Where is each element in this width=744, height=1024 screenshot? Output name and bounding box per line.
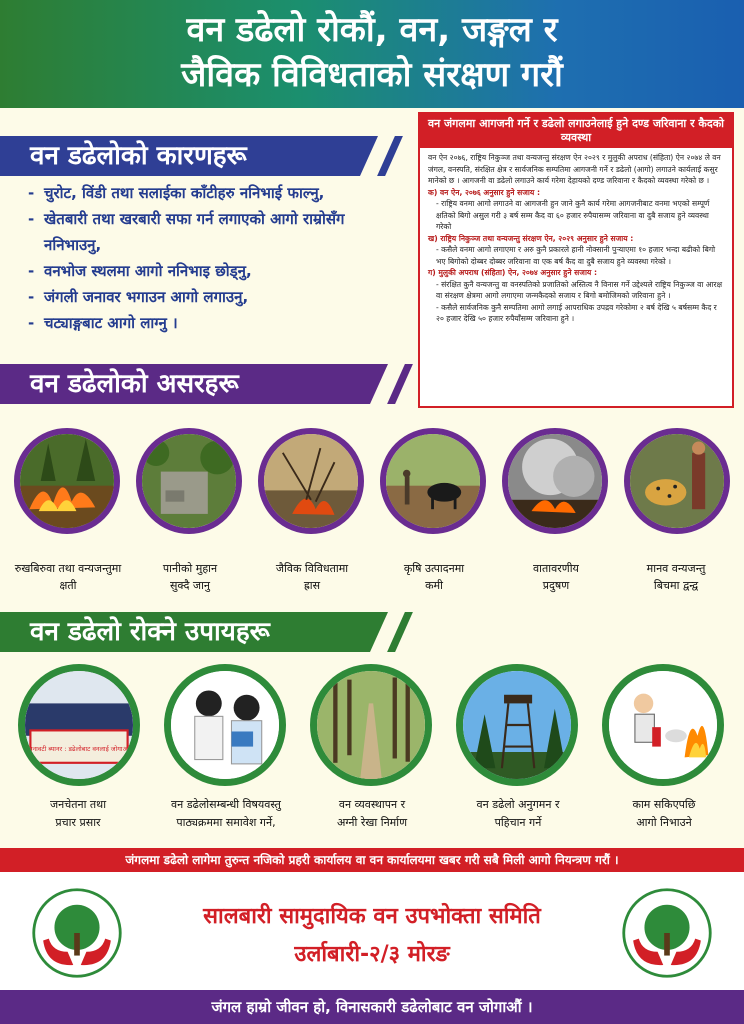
causes-heading <box>0 136 360 176</box>
alert-strip: जंगलमा डढेलो लागेमा तुरुन्त नजिको प्रहरी कार्यालय वा वन कार्यालयमा खबर गरी सबै मिली आगो नियन्त्रण गरौं । <box>0 848 744 872</box>
effect-caption: पानीको मुहान सुक्दै जानु <box>162 562 218 592</box>
solutions-heading <box>0 612 370 652</box>
law-intro: वन ऐन २०७६, राष्ट्रिय निकुञ्ज तथा वन्यजन्तु संरक्षण ऐन २०२९ र मुलुकी अपराध (संहिता) ऐन २०७४ ले वन जंगल, वनस्पति, संरक्षित क्षेत्र र सार्वजनिक सम्पतिमा आगजनी गर्ने र डढेलो (आगो) लगाउने कार्यलाई कसुर मानेको छ । आगजनी वा डढेलो लगाउने कार्य गरेमा देहायको दण्ड जरिवाना र कैदको व्यवस्था गरेको छ । <box>428 153 721 185</box>
cause-item: - चट्याङ्गबाट आगो लाग्नु । <box>26 310 396 336</box>
effect-caption: मानव वन्यजन्तु बिचमा द्वन्द्व <box>646 562 706 592</box>
effect-caption: वातावरणीय प्रदुषण <box>533 562 579 592</box>
organization-address: उर्लाबारी-२/३ मोरङ <box>294 942 450 967</box>
effect-image-ploughing <box>380 428 486 534</box>
cause-item: - खेतबारी तथा खरबारी सफा गर्न लगाएको आगो राम्रोसँग ननिभाउनु, <box>26 206 396 258</box>
solution-image-watch-tower <box>456 664 578 786</box>
organization-logo-left <box>30 886 124 980</box>
solution-image-awareness-rally <box>18 664 140 786</box>
effects-heading <box>0 364 370 404</box>
header-banner <box>0 0 744 108</box>
effect-caption: कृषि उत्पादनमा कमी <box>403 562 465 592</box>
law-section-c-heading: ग) मुलुकी अपराध (संहिता) ऐन, २०७४ अनुसार हुने सजाय : <box>428 268 597 277</box>
effects-heading-text: वन डढेलोको असरहरू <box>30 369 239 399</box>
solution-caption: काम सकिएपछि आगो निभाउने <box>632 798 696 829</box>
law-section-c-item: - संरक्षित कुनै वन्यजन्तु वा वनस्पतिको प्रजातिको अस्तित्व नै विनास गर्ने उद्देश्यले राष्ट्रिय निकुञ्ज वा आरक्ष वा संरक्षण क्षेत्रमा आगो लगाएमा जन्मकैदको सजाय र बिगो बमोजिमको जरिवाना हुने । <box>436 279 723 300</box>
solution-caption: वन डढेलो अनुगमन र पहिचान गर्ने <box>476 798 560 829</box>
solution-caption: वन व्यवस्थापन र अग्नी रेखा निर्माण <box>336 798 408 829</box>
solution-image-students <box>164 664 286 786</box>
cause-item: - जंगली जनावर भगाउन आगो लगाउनु, <box>26 284 396 310</box>
cause-item: - वनभोज स्थलमा आगो ननिभाइ छोड्नु, <box>26 258 396 284</box>
effect-image-smoke <box>502 428 608 534</box>
effect-caption: जैविक विविधतामा ह्रास <box>275 562 349 592</box>
effect-image-burnt-ground <box>258 428 364 534</box>
effect-image-dry-spring <box>136 428 242 534</box>
effect-caption: रुखबिरुवा तथा वन्यजन्तुमा क्षती <box>14 562 122 592</box>
header-title-line2: जैविक विविधताको संरक्षण गरौं <box>181 55 563 95</box>
effect-image-forest-fire <box>14 428 120 534</box>
solution-image-fire-line <box>310 664 432 786</box>
law-section-c-item: - कसैले सार्वजनिक कुनै सम्पतिमा आगो लगाई आपराधिक उपद्रव गरेकोमा २ बर्ष देखि ५ बर्षसम्म कैद र २० हजार देखि ५० हजार रुपैयाँसम्म जरिवाना हुने । <box>436 302 717 323</box>
cause-item: - चुरोट, विंडी तथा सलाईका काँटीहरु ननिभाई फाल्नु, <box>26 180 396 206</box>
footer-slogan: जंगल हाम्रो जीवन हो, विनासकारी डढेलोबाट वन जोगाऔं । <box>0 990 744 1024</box>
organization-logo-right <box>620 886 714 980</box>
causes-heading-text: वन डढेलोको कारणहरू <box>30 141 247 171</box>
effect-image-leopard <box>624 428 730 534</box>
solutions-heading-text: वन डढेलो रोक्ने उपायहरू <box>30 617 270 647</box>
law-section-a-heading: क) वन ऐन, २०७६ अनुसार हुने सजाय : <box>428 187 540 197</box>
solution-caption: जनचेतना तथा प्रचार प्रसार <box>49 798 107 829</box>
law-box <box>418 112 734 408</box>
rally-banner-text: बनावटी ब्यानर : डढेलोबाट वनलाई जोगाऔं <box>28 744 130 753</box>
organization-name: सालबारी सामुदायिक वन उपभोक्ता समिति <box>203 904 541 929</box>
solution-caption: वन डढेलोसम्बन्धी विषयवस्तु पाठ्यक्रममा समावेश गर्ने, <box>171 798 281 829</box>
causes-list <box>26 180 396 336</box>
solution-image-extinguish <box>602 664 724 786</box>
law-section-a-item: - राष्ट्रिय वनमा आगो लगाउने वा आगजनी हुन जाने कुनै कार्य गरेमा आगजनीबाट वनमा भएको सम्पूर्ण क्षतिको बिगो असुल गरी ३ बर्ष सम्म कैद वा ६० हजार रुपैयासम्म जरिवाना वा दुबै सजाय हुने व्यवस्था गरेको <box>436 199 710 231</box>
header-title-line1: वन डढेलो रोकौं, वन, जङ्गल र <box>186 10 558 50</box>
law-box-title: वन जंगलमा आगजनी गर्ने र डढेलो लगाउनेलाई हुने दण्ड जरिवाना र कैदको व्यवस्था <box>420 114 732 148</box>
law-section-b-heading: ख) राष्ट्रिय निकुञ्ज तथा वन्यजन्तु संरक्षण ऐन, २०२९ अनुसार हुने सजाय : <box>428 233 634 243</box>
law-section-b-item: - कसैले वनमा आगो लगाएमा र अरु कुनै प्रकारले हानी नोक्सानी पुऱ्याएमा १० हजार भन्दा बढीको बिगो भए बिगोको दोब्बर दोब्बर जरिवाना वा एक बर्ष कैद वा दुबै सजाय हुने व्यवस्था गरेको । <box>436 245 716 266</box>
organization-section <box>0 872 744 990</box>
law-box-body <box>420 148 732 329</box>
